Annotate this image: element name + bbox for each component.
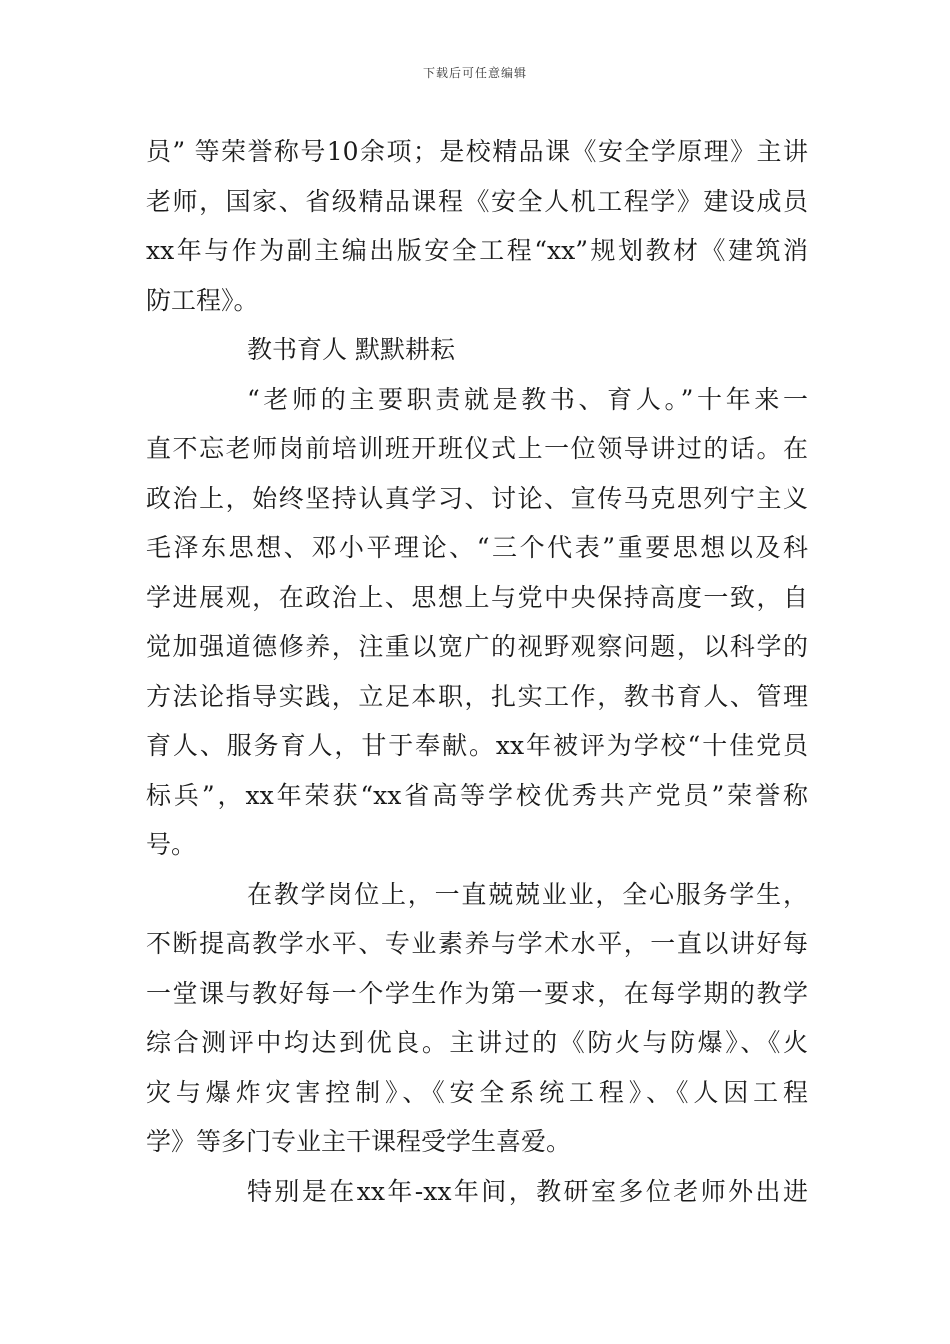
text-line: 毛泽东思想、邓小平理论、“三个代表”重要思想以及科 [146, 533, 808, 562]
paragraph-first-line: 特别是在xx年-xx年间，教研室多位老师外出进 [247, 1176, 808, 1206]
text-line: 老师，国家、省级精品课程《安全人机工程学》建设成员 [146, 186, 808, 216]
text-line: 不断提高教学水平、专业素养与学术水平，一直以讲好每 [146, 929, 808, 958]
page-header: 下载后可任意编辑 [422, 66, 527, 80]
text-line: 号。 [146, 830, 197, 859]
text-line: 觉加强道德修养，注重以宽广的视野观察问题，以科学的 [146, 632, 808, 661]
text-line: 学》等多门专业主干课程受学生喜爱。 [146, 1127, 572, 1156]
text-line: 育人、服务育人，甘于奉献。xx年被评为学校“十佳党员 [146, 731, 808, 760]
text-line: 标兵”，xx年荣获“xx省高等学校优秀共产党员”荣誉称 [146, 780, 808, 810]
text-line: 学进展观，在政治上、思想上与党中央保持高度一致，自 [146, 582, 808, 612]
document-body [146, 127, 808, 1216]
text-line: 灾与爆炸灾害控制》、《安全系统工程》、《人因工程 [146, 1077, 808, 1107]
text-line: 综合测评中均达到优良。主讲过的《防火与防爆》、《火 [146, 1028, 808, 1057]
text-line: 一堂课与教好每一个学生作为第一要求，在每学期的教学 [146, 978, 808, 1008]
text-line: 防工程》。 [146, 285, 259, 315]
paragraph-first-line: 在教学岗位上，一直兢兢业业，全心服务学生， [247, 879, 808, 909]
text-line: 政治上，始终坚持认真学习、讨论、宣传马克思列宁主义 [146, 483, 808, 513]
text-line: 方法论指导实践，立足本职，扎实工作，教书育人、管理 [146, 681, 808, 711]
text-line: 直不忘老师岗前培训班开班仪式上一位领导讲过的话。在 [146, 434, 808, 463]
text-line: xx年与作为副主编出版安全工程“xx”规划教材《建筑消 [146, 236, 808, 265]
text-line: 员” 等荣誉称号10余项；是校精品课《安全学原理》主讲 [146, 137, 808, 166]
section-heading: 教书育人 默默耕耘 [247, 335, 455, 364]
paragraph-first-line: “老师的主要职责就是教书、育人。”十年来一 [247, 384, 808, 414]
